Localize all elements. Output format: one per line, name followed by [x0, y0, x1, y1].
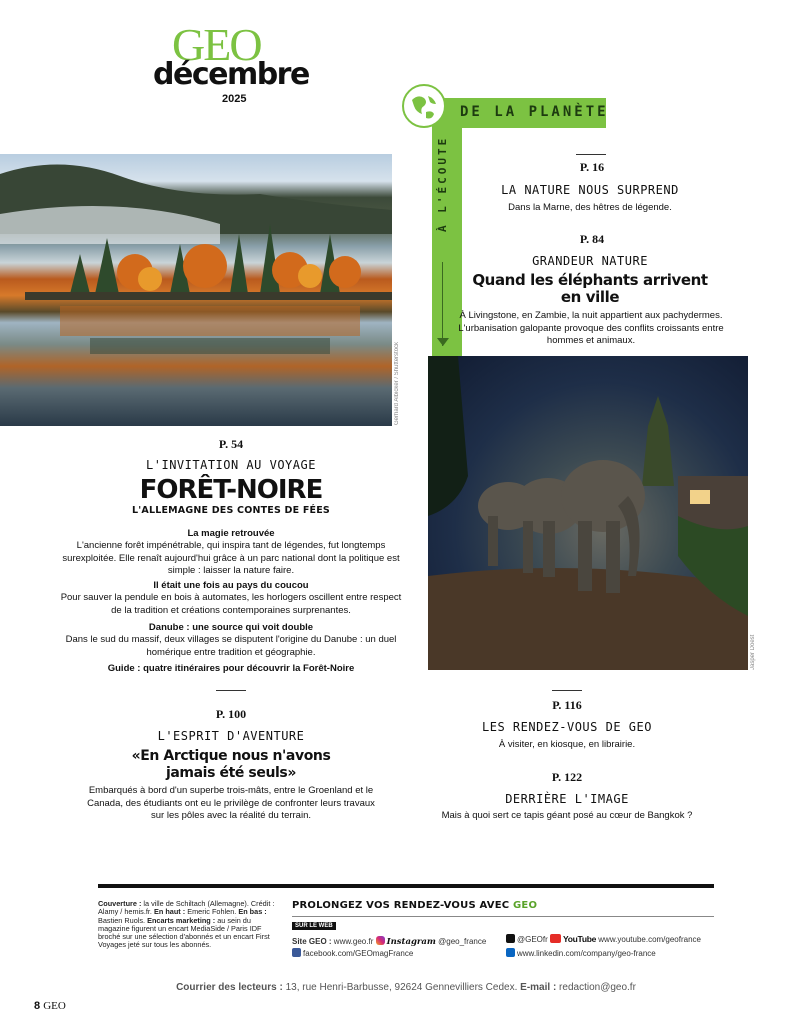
issue-year: 2025 [222, 93, 247, 105]
linkedin-icon [506, 948, 515, 957]
article-kicker-100: L'ESPRIT D'AVENTURE [157, 729, 305, 743]
site-line: Site GEO : www.geo.fr Instagram @geo_france [292, 937, 487, 947]
article-body-16: Dans la Marne, des hêtres de légende. [508, 202, 672, 213]
instagram-handle[interactable]: @geo_france [438, 937, 487, 946]
elephants-photo [428, 356, 748, 670]
article-body-100: Embarqués à bord d'un superbe trois-mâts, entre le Groenland et le Canada, des étudiants ont eu le privilège de confronter leurs travaux sur les pôles avec la réalité du terrain. [87, 785, 375, 821]
site-link[interactable]: www.geo.fr [331, 937, 374, 946]
footer-rule [98, 884, 714, 888]
article-body-84: À Livingstone, en Zambie, la nuit appartient aux pachydermes. L'urbanisation galopante provoque des conflits croissants entre hommes et animaux. [458, 310, 724, 346]
article-kicker-122: DERRIÈRE L'IMAGE [505, 792, 629, 806]
subhead-magie: La magie retrouvée [187, 528, 275, 539]
paragraph-magie: L'ancienne forêt impénétrable, qui inspira tant de légendes, fut longtemps surexploitée. Elle renaît aujourd'hui grâce à un parc national dont la politique est simple : laisser la nature faire. [62, 540, 400, 576]
youtube-icon [550, 934, 561, 943]
prolong-heading: PROLONGEZ VOS RENDEZ-VOUS AVEC GEO [292, 900, 538, 911]
subhead-danube: Danube : une source qui voit double [148, 622, 314, 633]
linkedin-line [506, 948, 656, 958]
divider [552, 690, 582, 691]
divider [576, 154, 606, 155]
footer-thin-rule [292, 916, 714, 917]
article-kicker-84: GRANDEUR NATURE [532, 254, 648, 268]
linkedin-link[interactable]: www.linkedin.com/company/geo-france [517, 949, 656, 958]
facebook-line [292, 948, 413, 958]
x-handle[interactable]: @GEOfr [517, 935, 548, 944]
issue-month: décembre [153, 57, 309, 92]
facebook-icon [292, 948, 301, 957]
article-kicker-116: LES RENDEZ-VOUS DE GEO [482, 720, 652, 734]
article-kicker-54: L'INVITATION AU VOYAGE [146, 458, 316, 472]
globe-icon [402, 84, 446, 128]
geo-logo: GEO [172, 19, 261, 70]
section-arrow-line [442, 262, 443, 346]
page-number-84: P. 84 [579, 232, 605, 246]
x-youtube-line [506, 934, 701, 944]
youtube-link[interactable]: www.youtube.com/geofrance [598, 935, 701, 944]
cover-credits: Couverture : la ville de Schiltach (Allemagne). Crédit : Alamy / hemis.fr. En haut : Emeric Fohlen. En bas : Bastien Ruols. Encarts marketing : au sein du magazine figurent un encart MediaSide / Paris IDF broché sur une sélection d'abonnés et un encart First Voyages jeté sur tous les abonnés. [98, 899, 275, 950]
page-number-122: P. 122 [551, 770, 583, 784]
web-tag: SUR LE WEB [292, 922, 336, 930]
reader-mail: Courrier des lecteurs : 13, rue Henri-Barbusse, 92624 Gennevilliers Cedex. E-mail : redaction@geo.fr [176, 982, 636, 993]
section-banner-title: DE LA PLANÈTE [460, 104, 609, 120]
article-subtitle-54: L'ALLEMAGNE DES CONTES DE FÉES [132, 505, 330, 516]
paragraph-coucou: Pour sauver la pendule en bois à automates, les horlogers oscillent entre respect de la tradition et créations contemporaines surprenantes. [60, 592, 402, 616]
youtube-wordmark: YouTube [563, 934, 597, 944]
article-body-116: À visiter, en kiosque, en librairie. [498, 739, 636, 750]
instagram-wordmark: Instagram [386, 937, 436, 947]
photo-credit-elephant: Jasper Doest [750, 634, 756, 670]
black-forest-photo [0, 154, 392, 426]
subhead-coucou: Il était une fois au pays du coucou [153, 580, 309, 591]
article-title-54: FORÊT-NOIRE [139, 475, 323, 505]
article-title-100: «En Arctique nous n'avons jamais été seuls» [131, 748, 331, 781]
subhead-guide: Guide : quatre itinéraires pour découvrir la Forêt-Noire [107, 663, 355, 674]
photo-credit-forest: Gerhard Albicker / Shutterstock [394, 341, 400, 425]
article-kicker-16: LA NATURE NOUS SURPREND [501, 183, 679, 197]
page-number-16: P. 16 [579, 160, 605, 174]
paragraph-danube: Dans le sud du massif, deux villages se disputent l'origine du Danube : un duel homérique entre tradition et géographie. [65, 634, 397, 658]
page-folio: 8 GEO [34, 1000, 66, 1012]
email-link[interactable]: redaction@geo.fr [556, 982, 636, 993]
article-title-84: Quand les éléphants arrivent en ville [472, 271, 708, 306]
instagram-icon [376, 936, 385, 945]
x-icon [506, 934, 515, 943]
divider [216, 690, 246, 691]
page-number-54: P. 54 [218, 437, 244, 451]
section-vertical-title: À L'ÉCOUTE [436, 135, 449, 232]
page-number-116: P. 116 [552, 698, 582, 712]
article-body-122: Mais à quoi sert ce tapis géant posé au cœur de Bangkok ? [441, 810, 693, 821]
page-number-100: P. 100 [215, 707, 247, 721]
facebook-link[interactable]: facebook.com/GEOmagFrance [303, 949, 414, 958]
